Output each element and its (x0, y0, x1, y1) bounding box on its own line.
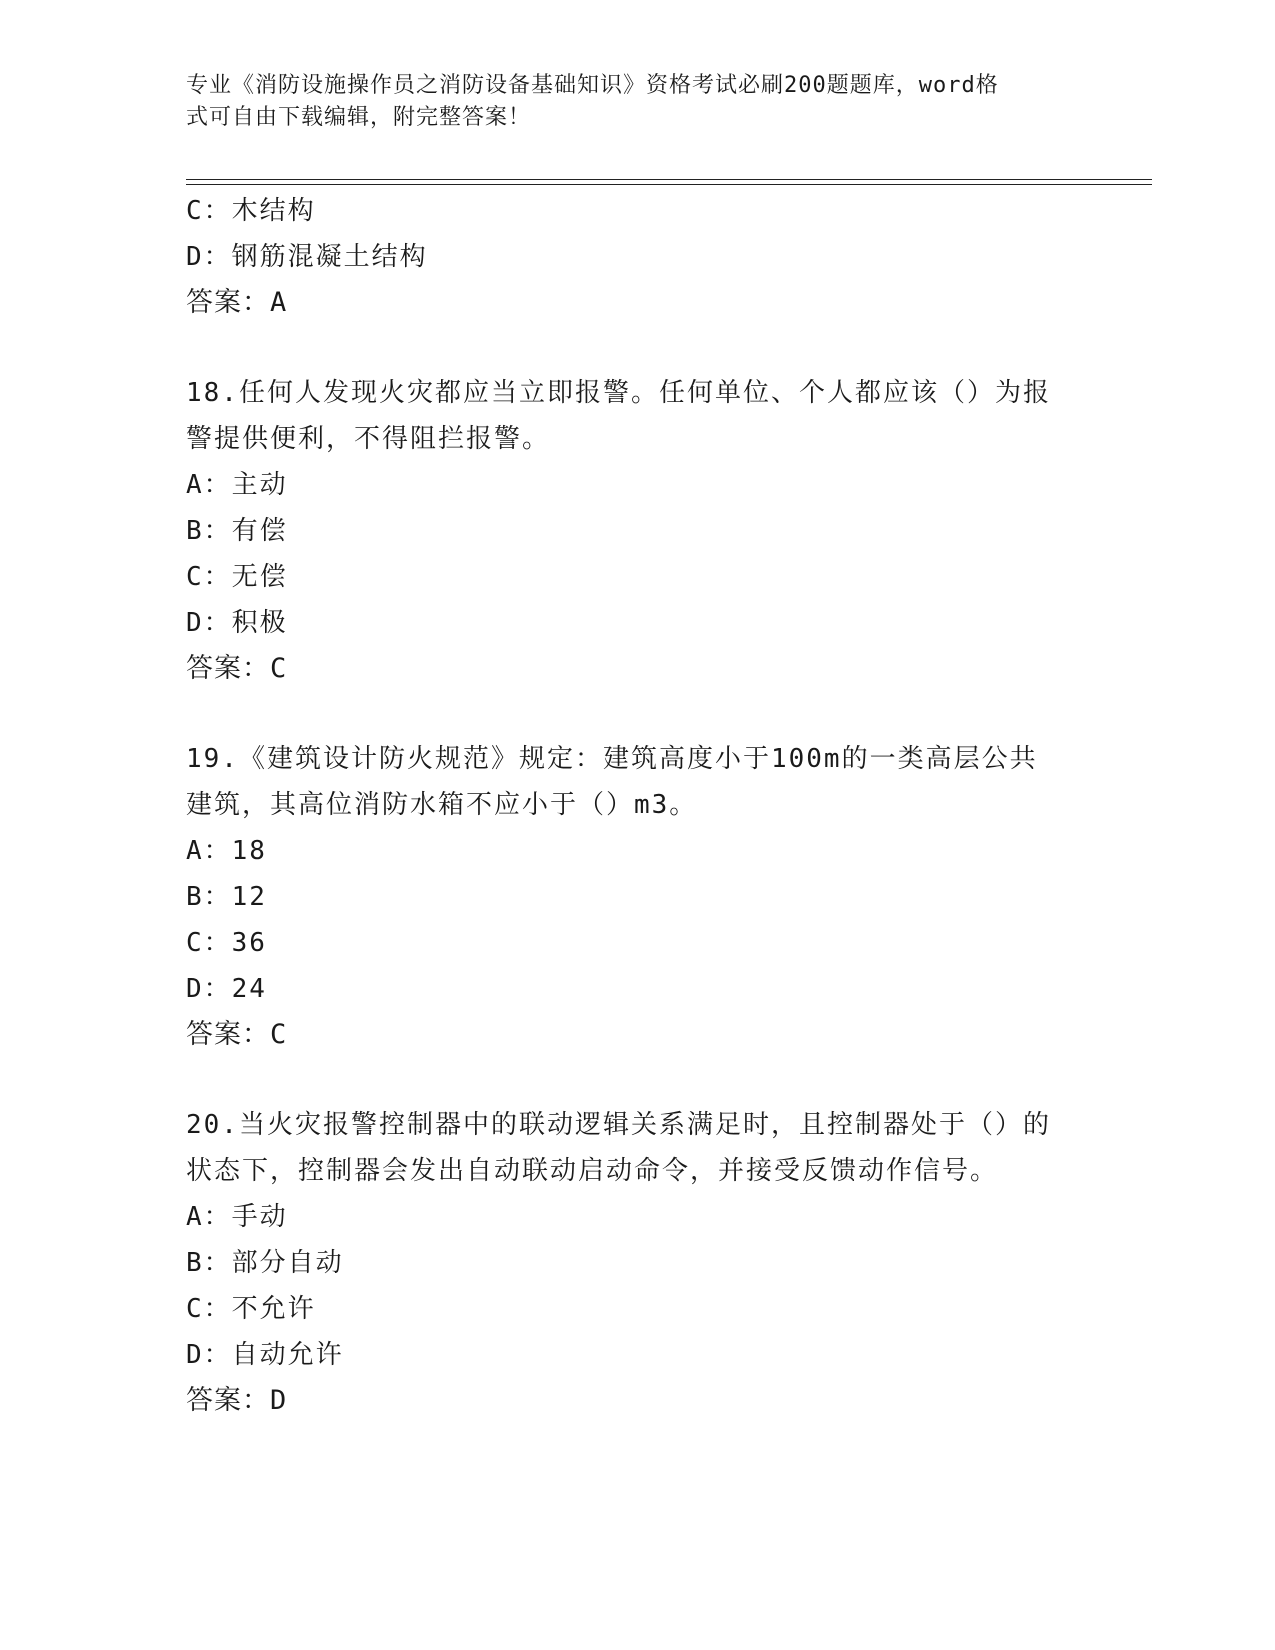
option-c: C：36 (186, 928, 267, 958)
question-stem-line-1: 18.任何人发现火灾都应当立即报警。任何单位、个人都应该（）为报 (186, 378, 1051, 408)
question-stem-line-2: 建筑，其高位消防水箱不应小于（）m3。 (186, 790, 698, 820)
question-20 (186, 1102, 1086, 1424)
option-c: C：木结构 (186, 196, 316, 226)
option-a: A：手动 (186, 1202, 288, 1232)
answer-line: 答案：A (186, 287, 288, 318)
question-17-continuation (186, 188, 1086, 326)
option-a: A：主动 (186, 470, 288, 500)
question-stem-line-1: 20.当火灾报警控制器中的联动逻辑关系满足时，且控制器处于（）的 (186, 1110, 1051, 1140)
option-b: B：部分自动 (186, 1248, 344, 1278)
question-stem-line-2: 状态下，控制器会发出自动联动启动命令，并接受反馈动作信号。 (186, 1156, 999, 1186)
answer-line: 答案：D (186, 1385, 288, 1416)
question-18 (186, 370, 1086, 692)
answer-line: 答案：C (186, 1019, 288, 1050)
option-a: A：18 (186, 836, 267, 866)
option-b: B：12 (186, 882, 267, 912)
header-divider-bottom (186, 184, 1152, 185)
option-d: D：钢筋混凝土结构 (186, 242, 428, 272)
answer-line: 答案：C (186, 653, 288, 684)
document-header (186, 70, 1066, 134)
option-b: B：有偿 (186, 516, 288, 546)
option-d: D：自动允许 (186, 1340, 344, 1370)
option-d: D：24 (186, 974, 267, 1004)
header-title-line-2: 式可自由下载编辑，附完整答案！ (186, 105, 532, 130)
header-title-line-1: 专业《消防设施操作员之消防设备基础知识》资格考试必刷200题题库，word格 (186, 73, 999, 98)
option-c: C：不允许 (186, 1294, 316, 1324)
header-divider-top (186, 179, 1152, 180)
option-c: C：无偿 (186, 562, 288, 592)
question-stem-line-2: 警提供便利，不得阻拦报警。 (186, 424, 551, 454)
question-19 (186, 736, 1086, 1058)
question-stem-line-1: 19.《建筑设计防火规范》规定：建筑高度小于100m的一类高层公共 (186, 744, 1038, 774)
question-list (186, 188, 1086, 1424)
option-d: D：积极 (186, 608, 288, 638)
